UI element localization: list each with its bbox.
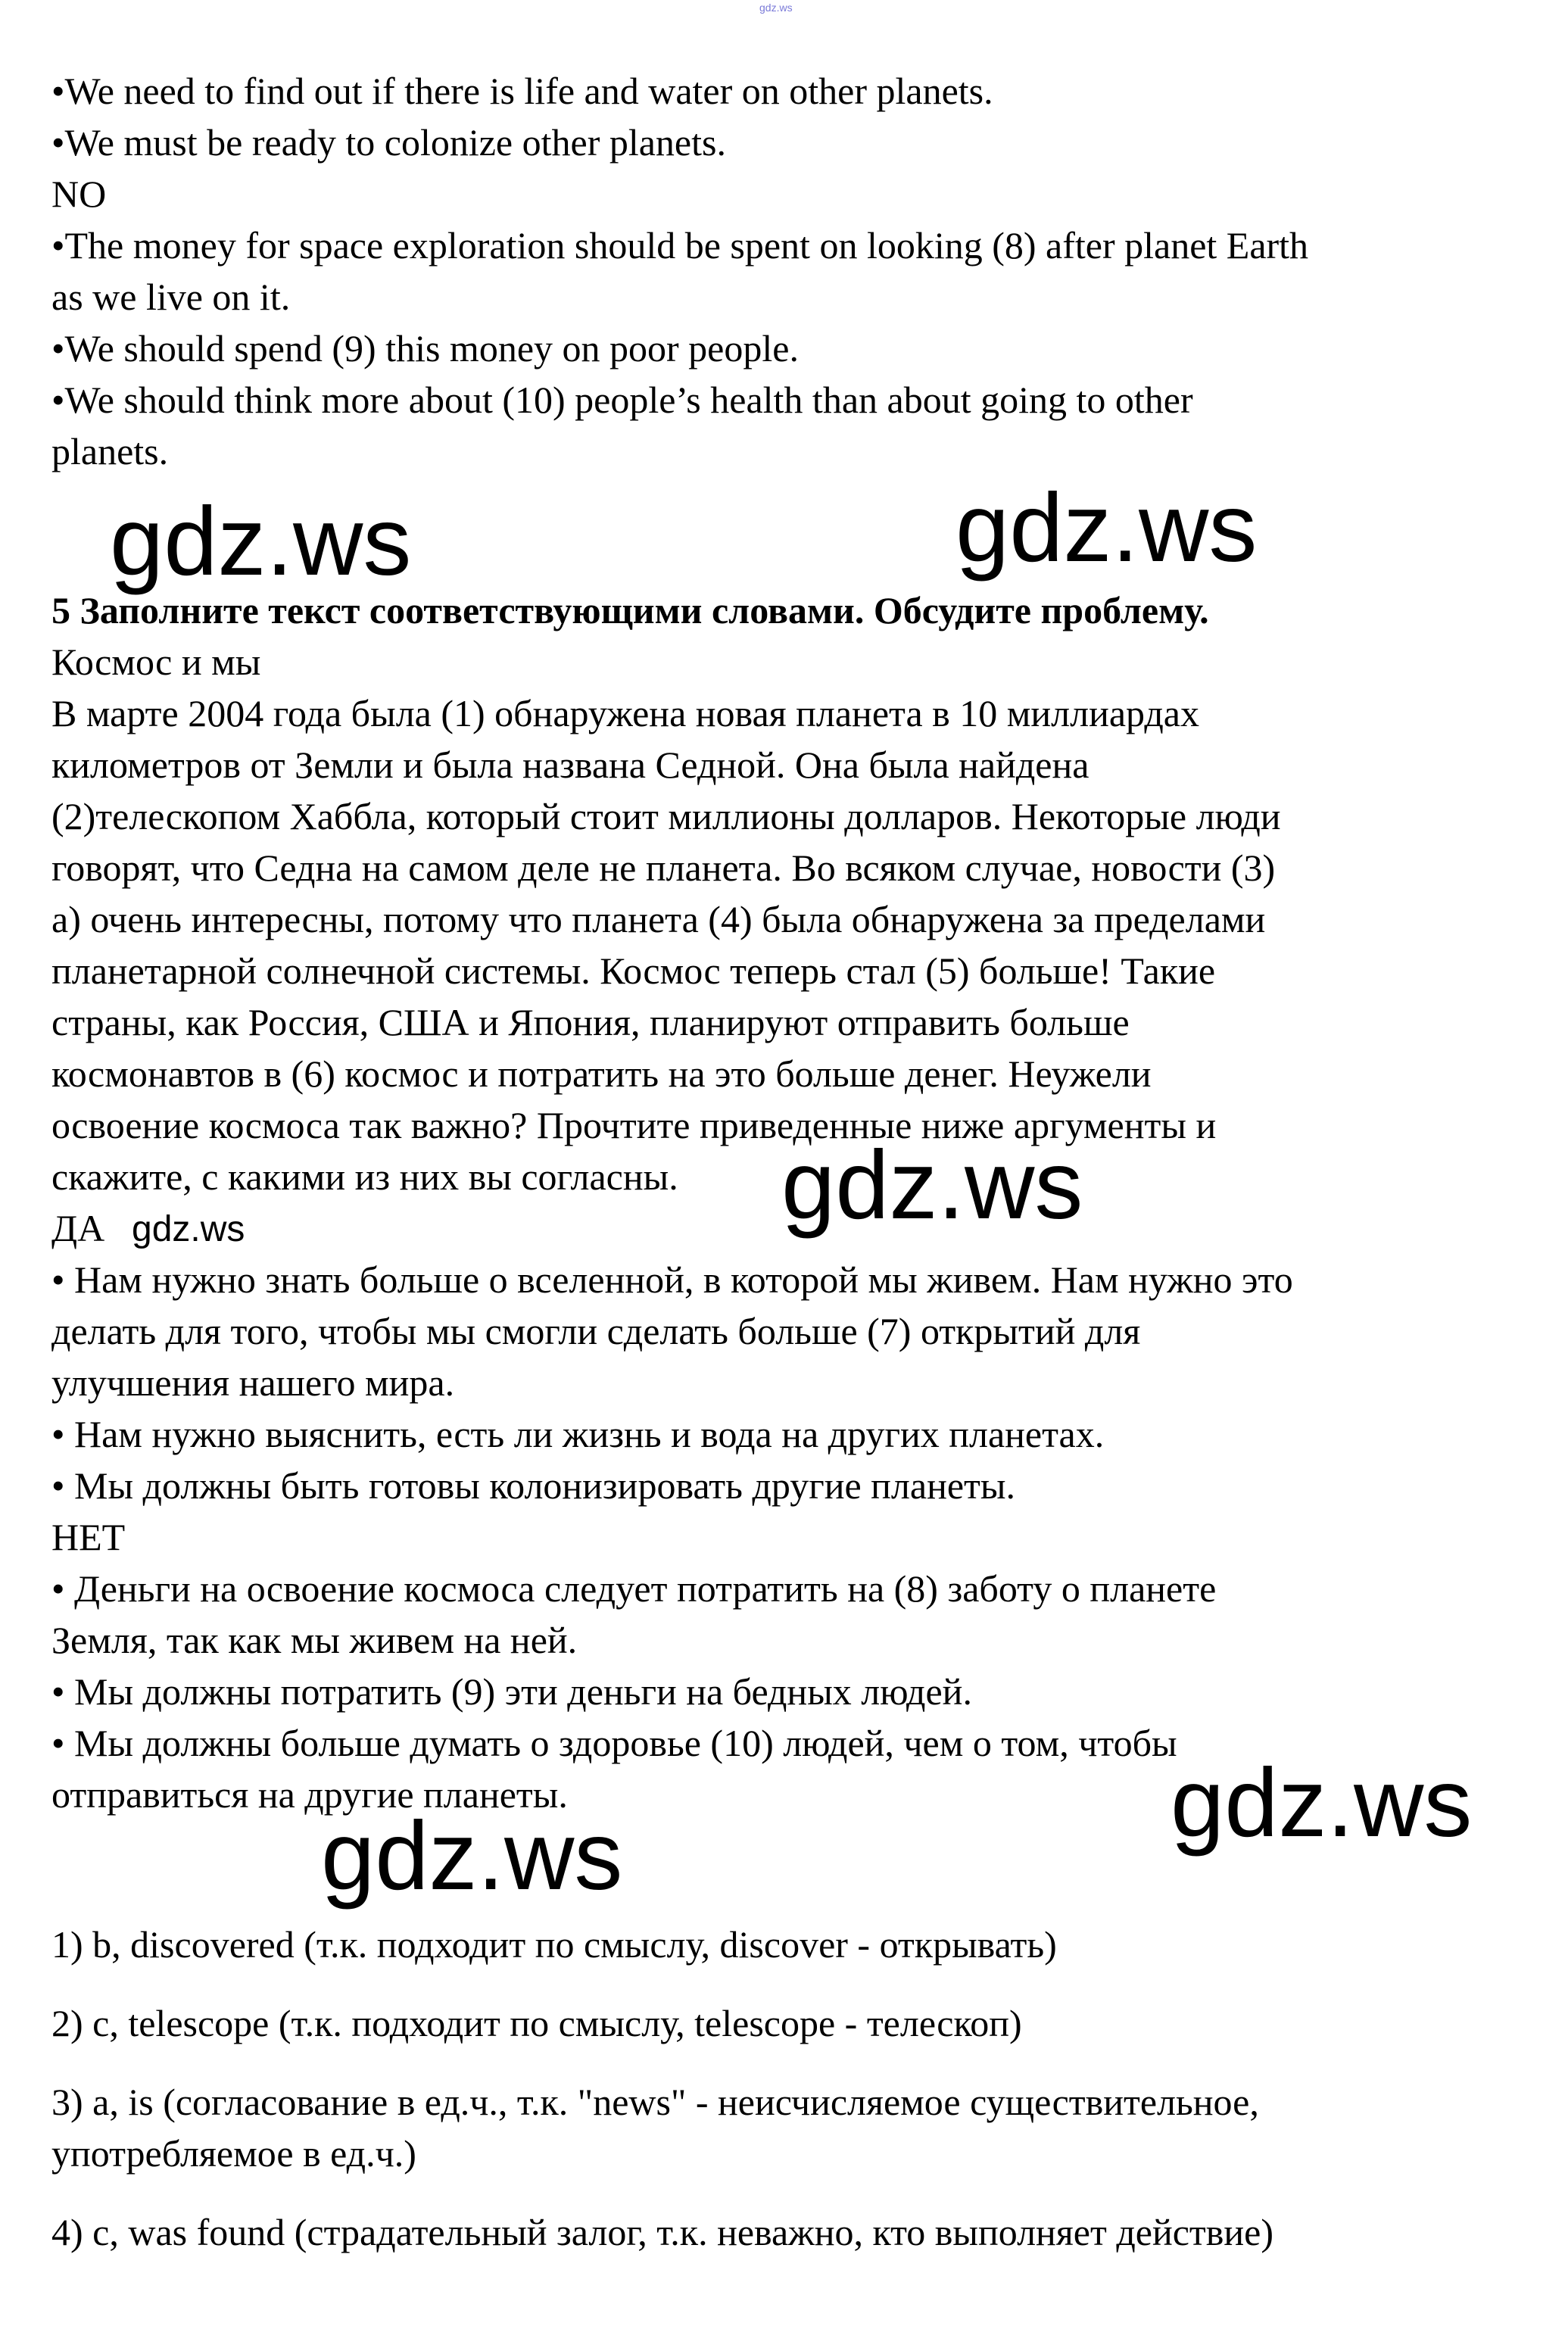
text-line: •We need to find out if there is life and water on other planets. xyxy=(51,70,993,112)
watermark-text: gdz.ws xyxy=(955,474,1258,582)
text-line: НЕТ xyxy=(51,1516,126,1558)
text-line: В марте 2004 года была (1) обнаружена новая планета в 10 миллиардах xyxy=(51,692,1199,734)
text-line: •We must be ready to colonize other planets. xyxy=(51,121,726,164)
text-line: planets. xyxy=(51,430,169,472)
text-line: • Нам нужно выяснить, есть ли жизнь и вода на других планетах. xyxy=(51,1413,1105,1455)
watermark-text: gdz.ws xyxy=(132,1209,245,1249)
answer-line: 2) c, telescope (т.к. подходит по смыслу, telescope - телескоп) xyxy=(51,2002,1022,2044)
text-line: страны, как Россия, США и Япония, планируют отправить больше xyxy=(51,1001,1130,1043)
text-title: Космос и мы xyxy=(51,641,261,683)
watermark-text: gdz.ws xyxy=(321,1802,623,1910)
text-line: NO xyxy=(51,173,107,215)
task-heading: 5 Заполните текст соответствующими словами. Обсудите проблему. xyxy=(51,589,1209,631)
text-line: ДА xyxy=(51,1207,105,1249)
text-line: освоение космоса так важно? Прочтите приведенные ниже аргументы и xyxy=(51,1104,1217,1146)
text-line: говорят, что Седна на самом деле не планета. Во всяком случае, новости (3) xyxy=(51,847,1276,889)
text-line: (2)телескопом Хаббла, который стоит миллионы долларов. Некоторые люди xyxy=(51,795,1281,837)
text-line: •We should think more about (10) people’s health than about going to other xyxy=(51,379,1193,421)
text-line: скажите, с какими из них вы согласны. xyxy=(51,1155,678,1198)
text-line: планетарной солнечной системы. Космос теперь стал (5) больше! Такие xyxy=(51,949,1216,992)
text-line: • Деньги на освоение космоса следует потратить на (8) заботу о планете xyxy=(51,1567,1217,1610)
text-line: улучшения нашего мира. xyxy=(51,1361,455,1404)
answer-line: 4) c, was found (страдательный залог, т.к. неважно, кто выполняет действие) xyxy=(51,2211,1273,2253)
text-line: отправиться на другие планеты. xyxy=(51,1773,568,1816)
text-line: километров от Земли и была названа Седной. Она была найдена xyxy=(51,744,1089,786)
watermark-text: gdz.ws xyxy=(110,488,412,596)
answer-line: употребляемое в ед.ч.) xyxy=(51,2132,416,2175)
text-line: •We should spend (9) this money on poor people. xyxy=(51,327,799,369)
text-line: •The money for space exploration should be spent on looking (8) after planet Earth xyxy=(51,224,1309,267)
answer-line: 3) a, is (согласование в ед.ч., т.к. "news" - неисчисляемое существительное, xyxy=(51,2081,1259,2123)
text-line: Земля, так как мы живем на ней. xyxy=(51,1619,578,1661)
text-line: космонавтов в (6) космос и потратить на это больше денег. Неужели xyxy=(51,1052,1152,1095)
answer-line: 1) b, discovered (т.к. подходит по смыслу, discover - открывать) xyxy=(51,1923,1057,1966)
top-watermark: gdz.ws xyxy=(759,2,793,14)
watermark-text: gdz.ws xyxy=(1171,1749,1473,1857)
text-line: делать для того, чтобы мы смогли сделать больше (7) открытий для xyxy=(51,1310,1141,1352)
text-line: • Мы должны больше думать о здоровье (10) людей, чем о том, чтобы xyxy=(51,1722,1177,1764)
text-line: • Нам нужно знать больше о вселенной, в которой мы живем. Нам нужно это xyxy=(51,1258,1293,1301)
text-line: • Мы должны потратить (9) эти деньги на бедных людей. xyxy=(51,1670,972,1713)
text-line: • Мы должны быть готовы колонизировать другие планеты. xyxy=(51,1464,1015,1507)
text-line: а) очень интересны, потому что планета (4) была обнаружена за пределами xyxy=(51,898,1266,940)
text-line: as we live on it. xyxy=(51,276,291,318)
watermark-text: gdz.ws xyxy=(781,1131,1083,1239)
